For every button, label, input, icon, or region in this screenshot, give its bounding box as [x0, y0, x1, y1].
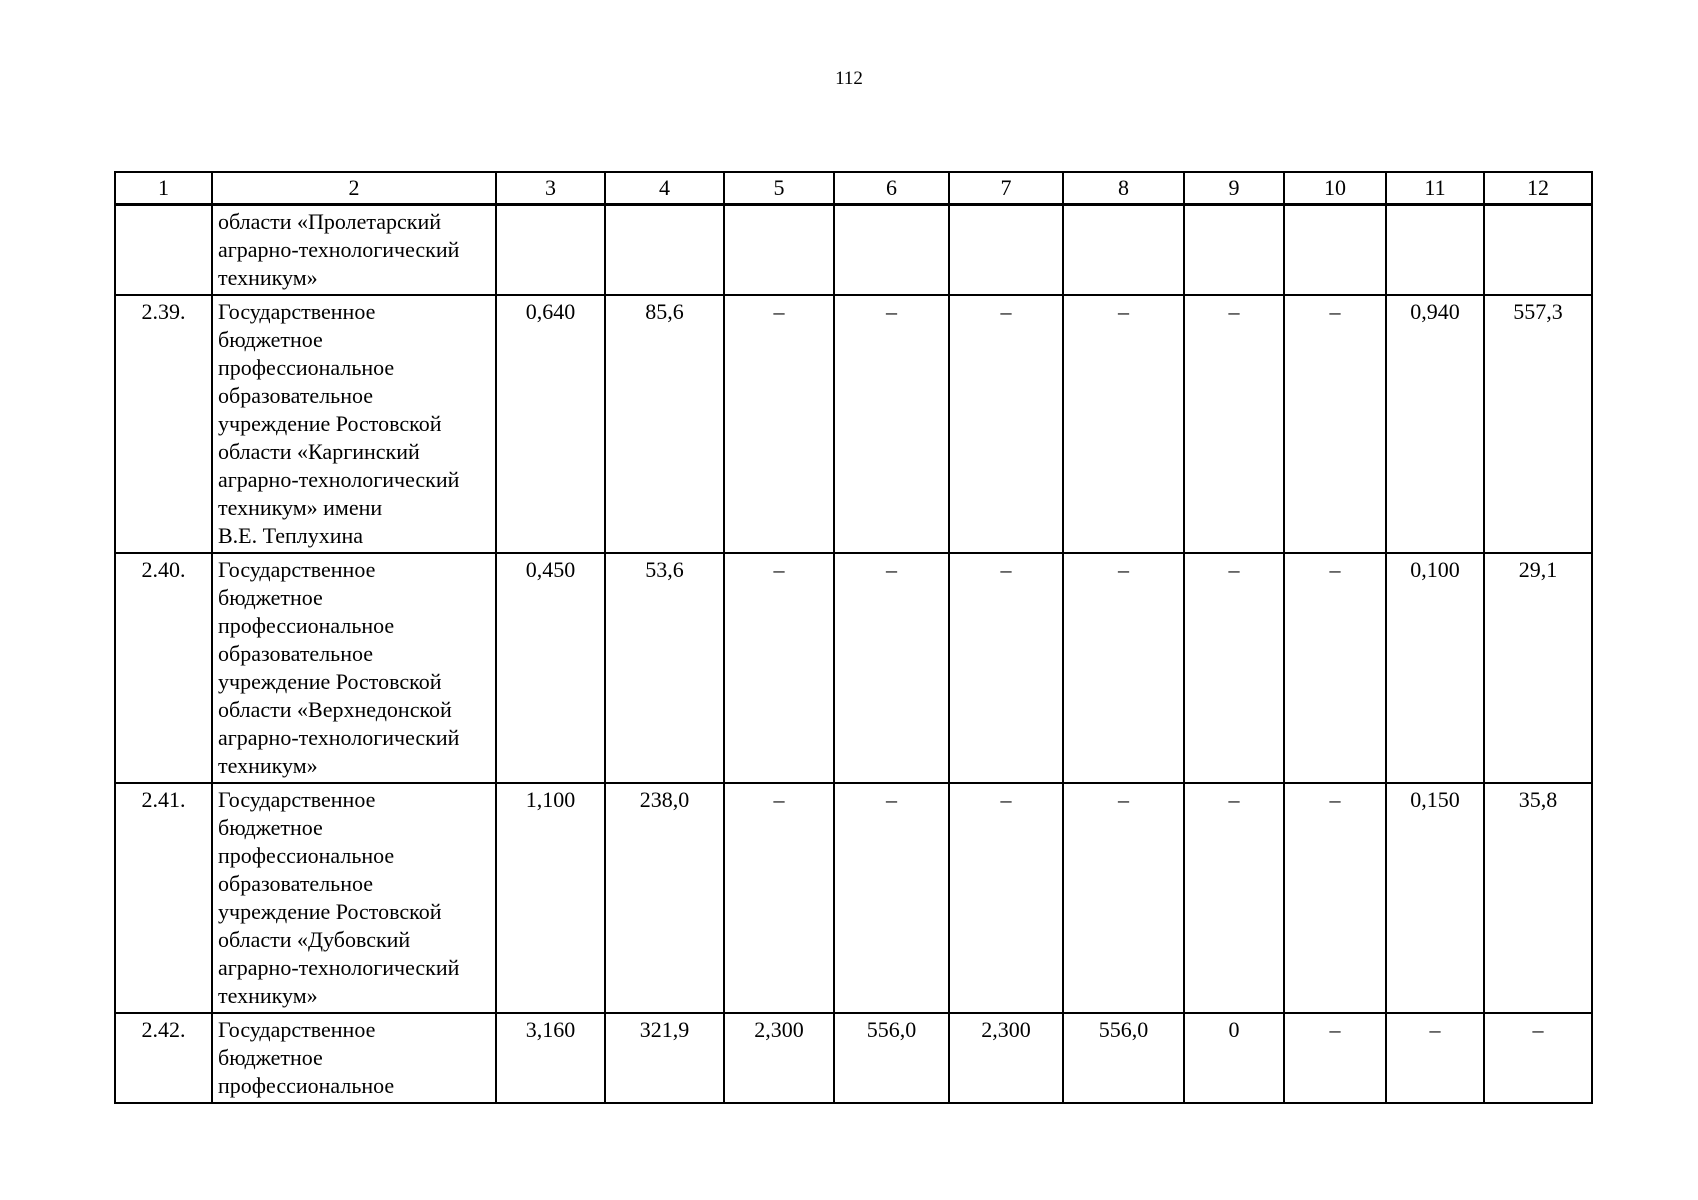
- value-cell: –: [834, 295, 949, 553]
- value-cell: 238,0: [605, 783, 724, 1013]
- value-cell: –: [949, 553, 1063, 783]
- institution-name-cell: [212, 553, 496, 783]
- column-header: 8: [1063, 172, 1184, 205]
- name-line: области «Каргинский: [218, 439, 420, 464]
- name-line: профессиональное: [218, 1073, 395, 1098]
- value-cell: –: [949, 295, 1063, 553]
- name-line: профессиональное: [218, 843, 395, 868]
- column-header: 1: [115, 172, 212, 205]
- row-number-cell: 2.40.: [115, 553, 212, 783]
- value-cell: [949, 205, 1063, 296]
- name-line: техникум»: [218, 753, 318, 778]
- name-line: аграрно-технологический: [218, 725, 460, 750]
- table-row: [115, 553, 1592, 783]
- value-cell: 35,8: [1484, 783, 1592, 1013]
- value-cell: –: [1184, 783, 1284, 1013]
- table-row: [115, 295, 1592, 553]
- value-cell: [1184, 205, 1284, 296]
- name-line: аграрно-технологический: [218, 955, 460, 980]
- name-line: области «Верхнедонской: [218, 697, 452, 722]
- name-line: бюджетное: [218, 585, 323, 610]
- name-line: образовательное: [218, 871, 374, 896]
- value-cell: 0: [1184, 1013, 1284, 1103]
- name-line: учреждение Ростовской: [218, 899, 442, 924]
- institution-name-cell: [212, 1013, 496, 1103]
- value-cell: 0,450: [496, 553, 605, 783]
- column-header: 7: [949, 172, 1063, 205]
- value-cell: –: [1484, 1013, 1592, 1103]
- value-cell: [1063, 205, 1184, 296]
- value-cell: [834, 205, 949, 296]
- value-cell: 556,0: [834, 1013, 949, 1103]
- value-cell: –: [724, 783, 834, 1013]
- institution-name-cell: [212, 295, 496, 553]
- name-line: профессиональное: [218, 355, 395, 380]
- name-line: Государственное: [218, 557, 376, 582]
- value-cell: –: [834, 553, 949, 783]
- column-header: 5: [724, 172, 834, 205]
- value-cell: –: [1284, 553, 1386, 783]
- name-line: аграрно-технологический: [218, 467, 460, 492]
- value-cell: –: [1184, 553, 1284, 783]
- value-cell: –: [724, 295, 834, 553]
- name-line: бюджетное: [218, 1045, 323, 1070]
- value-cell: –: [1184, 295, 1284, 553]
- value-cell: [1284, 205, 1386, 296]
- page-number: 112: [835, 68, 863, 89]
- column-header: 9: [1184, 172, 1284, 205]
- name-line: техникум»: [218, 983, 318, 1008]
- value-cell: –: [1284, 295, 1386, 553]
- column-header: 2: [212, 172, 496, 205]
- column-header: 12: [1484, 172, 1592, 205]
- value-cell: 53,6: [605, 553, 724, 783]
- value-cell: 556,0: [1063, 1013, 1184, 1103]
- row-number-cell: 2.39.: [115, 295, 212, 553]
- value-cell: 2,300: [724, 1013, 834, 1103]
- name-line: техникум» имени: [218, 495, 383, 520]
- name-line: Государственное: [218, 299, 376, 324]
- name-line: образовательное: [218, 383, 374, 408]
- table-row: [115, 1013, 1592, 1103]
- name-line: Государственное: [218, 1017, 376, 1042]
- value-cell: 3,160: [496, 1013, 605, 1103]
- column-header: 6: [834, 172, 949, 205]
- column-header: 4: [605, 172, 724, 205]
- name-line: Государственное: [218, 787, 376, 812]
- column-header: 11: [1386, 172, 1484, 205]
- value-cell: 321,9: [605, 1013, 724, 1103]
- value-cell: –: [1063, 295, 1184, 553]
- value-cell: –: [1386, 1013, 1484, 1103]
- name-line: области «Пролетарский: [218, 209, 442, 234]
- row-number-cell: [115, 205, 212, 296]
- value-cell: [496, 205, 605, 296]
- column-header: 3: [496, 172, 605, 205]
- name-line: области «Дубовский: [218, 927, 411, 952]
- value-cell: –: [834, 783, 949, 1013]
- value-cell: 557,3: [1484, 295, 1592, 553]
- name-line: бюджетное: [218, 815, 323, 840]
- name-line: бюджетное: [218, 327, 323, 352]
- column-header: 10: [1284, 172, 1386, 205]
- value-cell: –: [724, 553, 834, 783]
- value-cell: –: [949, 783, 1063, 1013]
- value-cell: [605, 205, 724, 296]
- value-cell: 0,100: [1386, 553, 1484, 783]
- row-number-cell: 2.42.: [115, 1013, 212, 1103]
- name-line: учреждение Ростовской: [218, 411, 442, 436]
- value-cell: [724, 205, 834, 296]
- table-row: [115, 783, 1592, 1013]
- value-cell: 0,150: [1386, 783, 1484, 1013]
- value-cell: 1,100: [496, 783, 605, 1013]
- name-line: В.Е. Теплухина: [218, 523, 364, 548]
- institution-name-cell: [212, 205, 496, 296]
- value-cell: [1386, 205, 1484, 296]
- name-line: техникум»: [218, 265, 318, 290]
- name-line: аграрно-технологический: [218, 237, 460, 262]
- value-cell: [1484, 205, 1592, 296]
- value-cell: 29,1: [1484, 553, 1592, 783]
- name-line: профессиональное: [218, 613, 395, 638]
- institution-name-cell: [212, 783, 496, 1013]
- value-cell: 85,6: [605, 295, 724, 553]
- value-cell: –: [1063, 783, 1184, 1013]
- name-line: учреждение Ростовской: [218, 669, 442, 694]
- value-cell: –: [1284, 1013, 1386, 1103]
- name-line: образовательное: [218, 641, 374, 666]
- table-row: [115, 205, 1592, 296]
- value-cell: 0,940: [1386, 295, 1484, 553]
- row-number-cell: 2.41.: [115, 783, 212, 1013]
- value-cell: –: [1063, 553, 1184, 783]
- value-cell: –: [1284, 783, 1386, 1013]
- value-cell: 2,300: [949, 1013, 1063, 1103]
- data-table: [114, 171, 1593, 1104]
- header-row: [115, 172, 1592, 205]
- value-cell: 0,640: [496, 295, 605, 553]
